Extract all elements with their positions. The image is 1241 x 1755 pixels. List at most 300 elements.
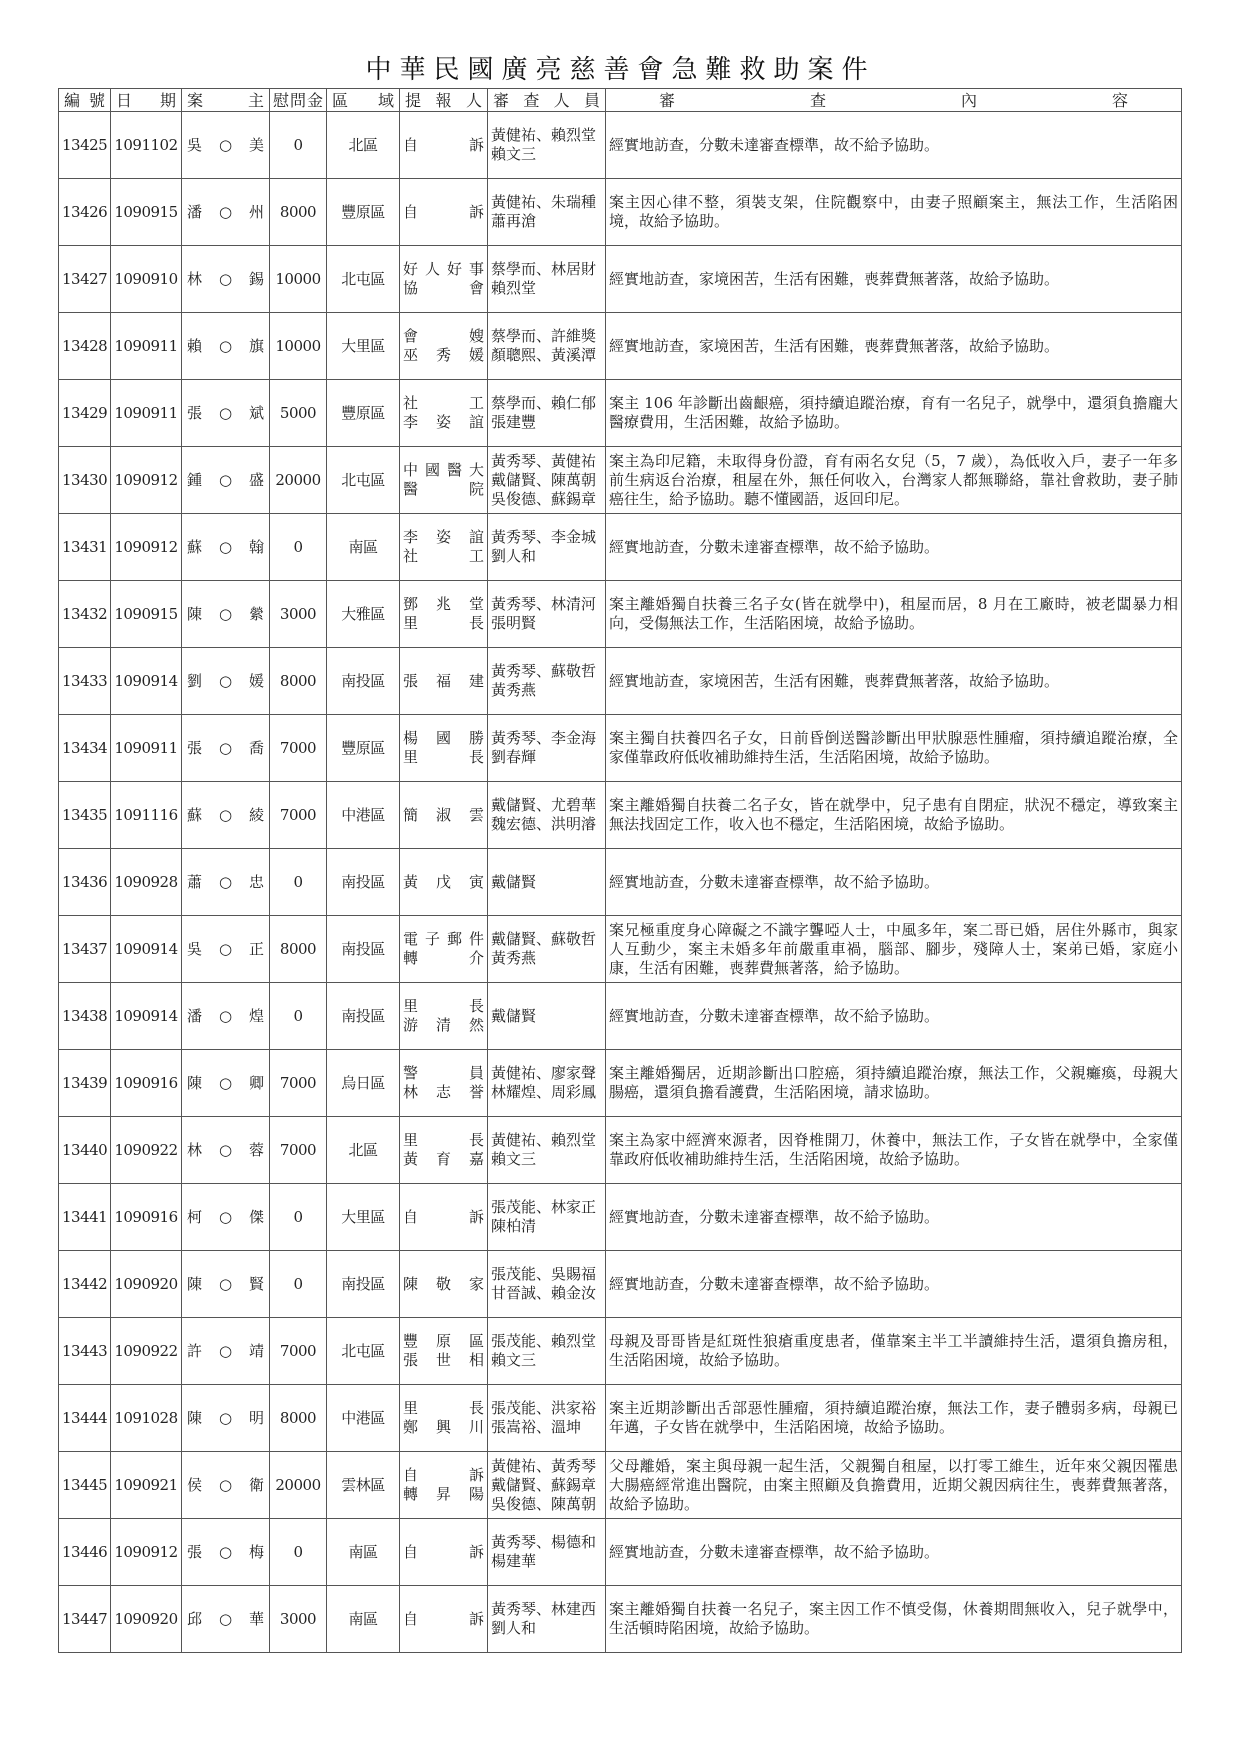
case-area: 烏日區 <box>327 1050 400 1117</box>
table-row <box>59 1586 1182 1653</box>
header-char: 查 <box>523 90 540 110</box>
review-content: 案主離婚獨居，近期診斷出口腔癌，須持續追蹤治療，無法工作，父親癱瘓，母親大腸癌，還須負擔看護費，生活陷困境，請求協助。 <box>606 1050 1182 1117</box>
relief-amount: 7000 <box>270 1050 327 1117</box>
owner-char: 許 <box>187 1341 203 1360</box>
case-date: 1090911 <box>111 380 182 447</box>
relief-amount: 3000 <box>270 581 327 648</box>
reporter-line: 張 福 建 <box>403 671 484 690</box>
owner-char: 吳 <box>187 939 203 958</box>
reporter-line: 里 長 <box>403 614 484 632</box>
case-reporter <box>400 849 488 916</box>
review-content: 案主離婚獨自扶養三名子女(皆在就學中)，租屋而居，8 月在工廠時，被老闆暴力相向，受傷無法工作，生活陷困境，故給予協助。 <box>606 581 1182 648</box>
header-reporter <box>400 89 488 112</box>
table-row <box>59 313 1182 380</box>
owner-char: 旗 <box>248 336 264 355</box>
case-number: 13432 <box>59 581 111 648</box>
case-reporter <box>400 313 488 380</box>
header-char: 員 <box>583 90 600 110</box>
header-char: 提 <box>405 90 422 110</box>
case-reviewers <box>488 1050 606 1117</box>
case-reporter <box>400 179 488 246</box>
header-char: 編 <box>64 90 81 110</box>
reporter-line: 鄭 興 川 <box>403 1418 484 1436</box>
reviewer-line: 楊建華 <box>491 1552 537 1570</box>
case-date: 1090910 <box>111 246 182 313</box>
owner-char: ○ <box>218 135 233 154</box>
header-char: 審 <box>659 90 676 110</box>
case-reviewers <box>488 313 606 380</box>
case-number: 13430 <box>59 447 111 514</box>
case-owner <box>182 1050 270 1117</box>
reporter-line: 林 志 誉 <box>403 1083 484 1101</box>
reviewer-line: 黃秀琴、蘇敬哲 <box>491 662 597 680</box>
table-row <box>59 1251 1182 1318</box>
case-number: 13426 <box>59 179 111 246</box>
reviewer-line: 黃秀燕 <box>491 681 537 699</box>
case-number: 13425 <box>59 112 111 179</box>
review-content: 父母離婚，案主與母親一起生活，父親獨自租屋，以打零工維生，近年來父親因罹患大腸癌經常進出醫院，由案主照顧及負擔費用，近期父親因病往生，喪葬費無著落，故給予協助。 <box>606 1452 1182 1519</box>
case-owner <box>182 648 270 715</box>
relief-amount: 0 <box>270 112 327 179</box>
reporter-line: 轉 介 <box>403 949 484 967</box>
reporter-line: 中國醫大 <box>403 461 484 479</box>
case-area: 大里區 <box>327 1184 400 1251</box>
case-reporter <box>400 246 488 313</box>
case-area: 中港區 <box>327 1385 400 1452</box>
case-area: 大雅區 <box>327 581 400 648</box>
case-reporter <box>400 447 488 514</box>
review-content: 案主為家中經濟來源者，因脊椎開刀，休養中，無法工作，子女皆在就學中，全家僅靠政府低收補助維持生活，生活陷困境，故給予協助。 <box>606 1117 1182 1184</box>
reporter-line: 里 長 <box>403 1399 484 1417</box>
owner-char: ○ <box>218 1542 233 1561</box>
owner-char: 斌 <box>248 403 264 422</box>
review-content: 經實地訪查，家境困苦，生活有困難，喪葬費無著落，故給予協助。 <box>606 648 1182 715</box>
case-number: 13434 <box>59 715 111 782</box>
case-reporter <box>400 983 488 1050</box>
table-row <box>59 246 1182 313</box>
table-row <box>59 1452 1182 1519</box>
reviewer-line: 蔡學而、賴仁郁 <box>491 394 597 412</box>
relief-amount: 10000 <box>270 246 327 313</box>
reviewer-line: 戴儲賢、尤碧華 <box>491 796 597 814</box>
case-reporter <box>400 1452 488 1519</box>
case-reporter <box>400 715 488 782</box>
owner-char: 陳 <box>187 1274 203 1293</box>
case-area: 南區 <box>327 1586 400 1653</box>
reviewer-line: 黃秀琴、李金海 <box>491 729 597 747</box>
header-date <box>111 89 182 112</box>
case-reporter <box>400 1251 488 1318</box>
table-row <box>59 782 1182 849</box>
reporter-line: 豐 原 區 <box>403 1332 484 1350</box>
reporter-line: 社 工 <box>403 547 484 565</box>
owner-char: 侯 <box>187 1475 203 1494</box>
table-row <box>59 514 1182 581</box>
owner-char: 州 <box>248 202 264 221</box>
owner-char: 綾 <box>248 805 264 824</box>
case-area: 北區 <box>327 1117 400 1184</box>
case-reviewers <box>488 112 606 179</box>
reporter-line: 協 會 <box>403 279 484 297</box>
owner-char: 煌 <box>248 1006 264 1025</box>
reviewer-line: 黃健祐、賴烈堂 <box>491 126 597 144</box>
case-reviewers <box>488 1519 606 1586</box>
owner-char: 潘 <box>187 1006 203 1025</box>
owner-char: ○ <box>218 872 233 891</box>
case-reporter <box>400 581 488 648</box>
case-owner <box>182 1385 270 1452</box>
case-number: 13429 <box>59 380 111 447</box>
case-number: 13441 <box>59 1184 111 1251</box>
owner-char: 靖 <box>248 1341 264 1360</box>
reviewer-line: 張茂能、吳賜福 <box>491 1265 597 1283</box>
reviewer-line: 吳俊德、陳萬朝 <box>491 1494 597 1513</box>
owner-char: 陳 <box>187 1408 203 1427</box>
reviewer-line: 黃健祐、廖家聲 <box>491 1064 597 1082</box>
header-char: 問 <box>289 90 306 110</box>
case-owner <box>182 983 270 1050</box>
review-content: 經實地訪查，分數未達審查標準，故不給予協助。 <box>606 983 1182 1050</box>
case-owner <box>182 313 270 380</box>
case-reviewers <box>488 916 606 983</box>
case-area: 豐原區 <box>327 715 400 782</box>
owner-char: 美 <box>248 135 264 154</box>
reporter-line: 會 嫂 <box>403 327 484 345</box>
header-char: 審 <box>493 90 510 110</box>
table-row <box>59 1184 1182 1251</box>
relief-amount: 0 <box>270 849 327 916</box>
owner-char: 梅 <box>248 1542 264 1561</box>
reviewer-line: 黃秀琴、林建西 <box>491 1600 597 1618</box>
case-area: 南投區 <box>327 648 400 715</box>
case-reporter <box>400 1318 488 1385</box>
case-owner <box>182 447 270 514</box>
relief-amount: 20000 <box>270 447 327 514</box>
case-number: 13437 <box>59 916 111 983</box>
reporter-line: 警 員 <box>403 1064 484 1082</box>
header-char: 人 <box>553 90 570 110</box>
reviewer-line: 劉人和 <box>491 547 537 565</box>
owner-char: 縈 <box>248 604 264 623</box>
review-content: 經實地訪查，家境困苦，生活有困難，喪葬費無著落，故給予協助。 <box>606 246 1182 313</box>
case-area: 南投區 <box>327 983 400 1050</box>
case-reviewers <box>488 1452 606 1519</box>
case-date: 1090911 <box>111 715 182 782</box>
case-date: 1090916 <box>111 1184 182 1251</box>
reporter-line: 陳 敬 家 <box>403 1274 484 1293</box>
case-reviewers <box>488 648 606 715</box>
review-content: 經實地訪查，分數未達審查標準，故不給予協助。 <box>606 1251 1182 1318</box>
case-area: 中港區 <box>327 782 400 849</box>
case-owner <box>182 1117 270 1184</box>
relief-amount: 7000 <box>270 715 327 782</box>
owner-char: 陳 <box>187 1073 203 1092</box>
case-date: 1090912 <box>111 1519 182 1586</box>
case-date: 1090914 <box>111 983 182 1050</box>
document-title: 中華民國廣亮慈善會急難救助案件 <box>365 55 876 85</box>
header-char: 容 <box>1111 90 1128 110</box>
case-number: 13447 <box>59 1586 111 1653</box>
case-date: 1090912 <box>111 514 182 581</box>
relief-amount: 7000 <box>270 1117 327 1184</box>
case-owner <box>182 112 270 179</box>
case-reporter <box>400 1586 488 1653</box>
reporter-line: 楊 國 勝 <box>403 729 484 747</box>
relief-amount: 0 <box>270 1184 327 1251</box>
owner-char: ○ <box>218 202 233 221</box>
relief-amount: 10000 <box>270 313 327 380</box>
table-row <box>59 1385 1182 1452</box>
owner-char: 賴 <box>187 336 203 355</box>
owner-char: 劉 <box>187 671 203 690</box>
case-date: 1090911 <box>111 313 182 380</box>
review-content: 案主獨自扶養四名子女，日前昏倒送醫診斷出甲狀腺惡性腫瘤，須持續追蹤治療，全家僅靠政府低收補助維持生活，生活陷困境，故給予協助。 <box>606 715 1182 782</box>
owner-char: ○ <box>218 1274 233 1293</box>
owner-char: 張 <box>187 738 203 757</box>
case-reviewers <box>488 1251 606 1318</box>
header-char: 慰 <box>273 90 290 110</box>
owner-char: ○ <box>218 470 233 489</box>
case-reporter <box>400 1385 488 1452</box>
owner-char: ○ <box>218 1475 233 1494</box>
review-content: 經實地訪查，分數未達審查標準，故不給予協助。 <box>606 514 1182 581</box>
case-reviewers <box>488 179 606 246</box>
owner-char: 林 <box>187 1140 203 1159</box>
relief-amount: 8000 <box>270 916 327 983</box>
relief-amount: 8000 <box>270 648 327 715</box>
table-row <box>59 916 1182 983</box>
case-owner <box>182 1586 270 1653</box>
case-owner <box>182 782 270 849</box>
owner-char: 蓉 <box>248 1140 264 1159</box>
case-reviewers <box>488 983 606 1050</box>
review-content: 案主因心律不整，須裝支架，住院觀察中，由妻子照顧案主，無法工作，生活陷困境，故給予協助。 <box>606 179 1182 246</box>
case-owner <box>182 246 270 313</box>
case-area: 北區 <box>327 112 400 179</box>
reviewer-line: 蕭再滄 <box>491 212 537 230</box>
review-content: 母親及哥哥皆是紅斑性狼瘡重度患者，僅靠案主半工半讀維持生活，還須負擔房租，生活陷困境，故給予協助。 <box>606 1318 1182 1385</box>
reporter-line: 自 訴 <box>403 1207 484 1226</box>
reviewer-line: 黃健祐、朱瑞種 <box>491 193 597 211</box>
case-number: 13442 <box>59 1251 111 1318</box>
case-area: 北屯區 <box>327 246 400 313</box>
review-content: 經實地訪查，家境困苦，生活有困難，喪葬費無著落，故給予協助。 <box>606 313 1182 380</box>
owner-char: 喬 <box>248 738 264 757</box>
reporter-line: 黃 戊 寅 <box>403 872 484 891</box>
case-reviewers <box>488 849 606 916</box>
reporter-line: 李 姿 誼 <box>403 528 484 546</box>
owner-char: 柯 <box>187 1207 203 1226</box>
case-owner <box>182 715 270 782</box>
reviewer-line: 張茂能、賴烈堂 <box>491 1332 597 1350</box>
case-reporter <box>400 1117 488 1184</box>
case-reporter <box>400 648 488 715</box>
case-owner <box>182 1318 270 1385</box>
relief-amount: 7000 <box>270 1318 327 1385</box>
owner-char: ○ <box>218 403 233 422</box>
table-row <box>59 849 1182 916</box>
owner-char: 林 <box>187 269 203 288</box>
header-char: 區 <box>332 90 349 110</box>
case-number: 13445 <box>59 1452 111 1519</box>
reporter-line: 自 訴 <box>403 1542 484 1561</box>
reviewer-line: 黃秀琴、林清河 <box>491 595 597 613</box>
case-owner <box>182 581 270 648</box>
reporter-line: 簡 淑 雲 <box>403 805 484 824</box>
header-no <box>59 89 111 112</box>
header-owner <box>182 89 270 112</box>
reviewer-line: 賴文三 <box>491 1150 537 1168</box>
reviewer-line: 戴儲賢 <box>491 872 537 891</box>
header-content <box>606 89 1182 112</box>
case-date: 1090914 <box>111 916 182 983</box>
case-reviewers <box>488 1586 606 1653</box>
case-reviewers <box>488 581 606 648</box>
case-date: 1091116 <box>111 782 182 849</box>
owner-char: 張 <box>187 1542 203 1561</box>
header-amount <box>270 89 327 112</box>
case-reporter <box>400 514 488 581</box>
header-char: 日 <box>116 90 133 110</box>
reviewer-line: 林耀煌、周彩鳳 <box>491 1083 597 1101</box>
header-char: 人 <box>465 90 482 110</box>
reporter-line: 轉 昇 陽 <box>403 1485 484 1503</box>
table-row <box>59 983 1182 1050</box>
case-owner <box>182 514 270 581</box>
case-number: 13439 <box>59 1050 111 1117</box>
case-number: 13444 <box>59 1385 111 1452</box>
case-date: 1090914 <box>111 648 182 715</box>
reviewer-line: 張明賢 <box>491 614 537 632</box>
case-area: 南投區 <box>327 1251 400 1318</box>
reviewer-line: 蔡學而、林居財 <box>491 260 597 278</box>
review-content: 經實地訪查，分數未達審查標準，故不給予協助。 <box>606 849 1182 916</box>
case-number: 13446 <box>59 1519 111 1586</box>
reviewer-line: 黃秀琴、黃健祐 <box>491 451 597 470</box>
case-date: 1091028 <box>111 1385 182 1452</box>
table-row <box>59 179 1182 246</box>
table-row <box>59 648 1182 715</box>
reviewer-line: 張茂能、林家正 <box>491 1198 597 1216</box>
owner-char: 忠 <box>248 872 264 891</box>
owner-char: 鍾 <box>187 470 203 489</box>
reporter-line: 自 訴 <box>403 202 484 221</box>
case-owner <box>182 380 270 447</box>
owner-char: ○ <box>218 1408 233 1427</box>
case-date: 1091102 <box>111 112 182 179</box>
owner-char: 華 <box>248 1609 264 1628</box>
case-number: 13435 <box>59 782 111 849</box>
owner-char: ○ <box>218 1207 233 1226</box>
owner-char: 陳 <box>187 604 203 623</box>
relief-amount: 20000 <box>270 1452 327 1519</box>
table-row <box>59 715 1182 782</box>
reporter-line: 好人好事 <box>403 260 484 278</box>
owner-char: ○ <box>218 604 233 623</box>
relief-amount: 7000 <box>270 782 327 849</box>
owner-char: ○ <box>218 336 233 355</box>
case-owner <box>182 1452 270 1519</box>
case-area: 南區 <box>327 1519 400 1586</box>
owner-char: 吳 <box>187 135 203 154</box>
case-reviewers <box>488 380 606 447</box>
header-char: 號 <box>88 90 105 110</box>
case-reporter <box>400 1519 488 1586</box>
case-reviewers <box>488 246 606 313</box>
owner-char: 衛 <box>248 1475 264 1494</box>
owner-char: ○ <box>218 1609 233 1628</box>
case-reporter <box>400 112 488 179</box>
owner-char: 張 <box>187 403 203 422</box>
review-content: 經實地訪查，分數未達審查標準，故不給予協助。 <box>606 112 1182 179</box>
case-reviewers <box>488 1117 606 1184</box>
owner-char: ○ <box>218 939 233 958</box>
case-number: 13428 <box>59 313 111 380</box>
owner-char: ○ <box>218 1341 233 1360</box>
case-owner <box>182 916 270 983</box>
case-reporter <box>400 1050 488 1117</box>
owner-char: 傑 <box>248 1207 264 1226</box>
header-area <box>327 89 400 112</box>
table-row <box>59 1117 1182 1184</box>
reviewer-line: 劉人和 <box>491 1619 537 1637</box>
header-char: 查 <box>809 90 826 110</box>
case-date: 1090921 <box>111 1452 182 1519</box>
owner-char: ○ <box>218 1006 233 1025</box>
owner-char: 蘇 <box>187 537 203 556</box>
reviewer-line: 顏聰熙、黃溪潭 <box>491 346 597 364</box>
relief-amount: 0 <box>270 983 327 1050</box>
reporter-line: 里 長 <box>403 997 484 1015</box>
case-reporter <box>400 782 488 849</box>
case-date: 1090920 <box>111 1586 182 1653</box>
owner-char: 卿 <box>248 1073 264 1092</box>
owner-char: ○ <box>218 1140 233 1159</box>
header-char: 期 <box>159 90 176 110</box>
reporter-line: 鄧 兆 堂 <box>403 595 484 613</box>
review-content: 案主 106 年診斷出齒齦癌，須持續追蹤治療，育有一名兒子，就學中，還須負擔龐大醫療費用，生活困難，故給予協助。 <box>606 380 1182 447</box>
case-owner <box>182 179 270 246</box>
case-reporter <box>400 1184 488 1251</box>
case-area: 南投區 <box>327 849 400 916</box>
owner-char: 錫 <box>248 269 264 288</box>
reviewer-line: 黃健祐、賴烈堂 <box>491 1131 597 1149</box>
reviewer-line: 黃秀琴、楊德和 <box>491 1533 597 1551</box>
relief-amount: 0 <box>270 1251 327 1318</box>
table-row <box>59 581 1182 648</box>
case-owner <box>182 1519 270 1586</box>
table-row <box>59 1519 1182 1586</box>
owner-char: 翰 <box>248 537 264 556</box>
case-reporter <box>400 380 488 447</box>
reviewer-line: 蔡學而、許維獎 <box>491 327 597 345</box>
case-number: 13440 <box>59 1117 111 1184</box>
owner-char: 邱 <box>187 1609 203 1628</box>
reviewer-line: 賴文三 <box>491 145 537 163</box>
reporter-line: 里 長 <box>403 1131 484 1149</box>
review-content: 經實地訪查，分數未達審查標準，故不給予協助。 <box>606 1184 1182 1251</box>
owner-char: 正 <box>248 939 264 958</box>
review-content: 案主離婚獨自扶養一名兒子，案主因工作不慎受傷，休養期間無收入，兒子就學中，生活頓時陷困境，故給予協助。 <box>606 1586 1182 1653</box>
reviewer-line: 張建豐 <box>491 413 537 431</box>
reviewer-line: 甘晉誠、賴金汝 <box>491 1284 597 1302</box>
review-content: 案主離婚獨自扶養二名子女，皆在就學中，兒子患有自閉症，狀況不穩定，導致案主無法找固定工作，收入也不穩定，生活陷困境，故給予協助。 <box>606 782 1182 849</box>
case-area: 豐原區 <box>327 179 400 246</box>
review-content: 案主近期診斷出舌部惡性腫瘤，須持續追蹤治療，無法工作，妻子體弱多病，母親已年邁，子女皆在就學中，生活陷困境，故給予協助。 <box>606 1385 1182 1452</box>
case-date: 1090916 <box>111 1050 182 1117</box>
reviewer-line: 吳俊德、蘇錫章 <box>491 489 597 508</box>
header-char: 金 <box>306 90 323 110</box>
